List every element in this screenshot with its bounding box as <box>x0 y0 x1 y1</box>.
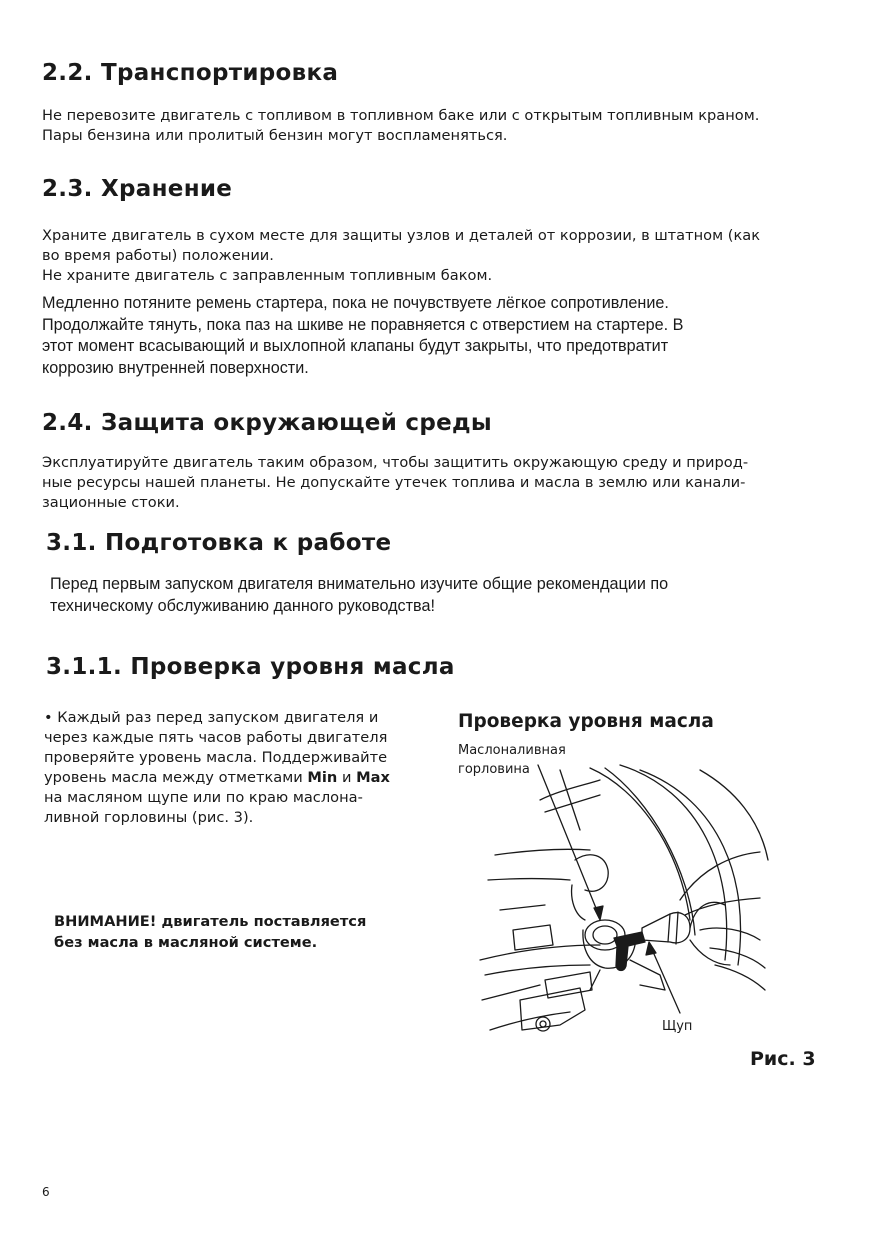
min-mark: Min <box>307 769 338 786</box>
text-line: во время работы) положении. <box>42 247 274 264</box>
text-line: Не перевозите двигатель с топливом в топливном баке или с открытым топливным краном. <box>42 107 760 124</box>
text-fragment: уровень масла между отметками <box>44 769 308 786</box>
text-line: на масляном щупе или по краю маслона- <box>44 789 363 806</box>
text-line: Храните двигатель в сухом месте для защиты узлов и деталей от коррозии, в штатном (как <box>42 227 761 244</box>
section-title-storage: 2.3. Хранение <box>42 176 233 202</box>
section-title-oil-check: 3.1.1. Проверка уровня масла <box>46 654 455 680</box>
text-line: зационные стоки. <box>42 494 180 511</box>
text-line: Пары бензина или пролитый бензин могут воспламеняться. <box>42 127 508 144</box>
text-line: Перед первым запуском двигателя внимательно изучите общие рекомендации по <box>50 575 669 593</box>
section-title-preparation: 3.1. Подготовка к работе <box>46 530 392 556</box>
page-number: 6 <box>42 1185 50 1199</box>
text-line: ливной горловины (рис. 3). <box>44 809 254 826</box>
max-mark: Max <box>356 769 390 786</box>
oil-check-illustration <box>470 755 770 1050</box>
text-line: Продолжайте тянуть, пока паз на шкиве не поравняется с отверстием на стартере. В <box>42 315 684 334</box>
text-line: проверяйте уровень масла. Поддерживайте <box>44 749 388 766</box>
figure-title: Проверка уровня масла <box>458 711 714 732</box>
text-line: коррозию внутренней поверхности. <box>42 358 309 377</box>
section-title-transport: 2.2. Транспортировка <box>42 60 339 86</box>
text-line: Эксплуатируйте двигатель таким образом, чтобы защитить окружающую среду и природ- <box>42 454 749 471</box>
text-line: без масла в масляной системе. <box>54 934 318 951</box>
storage-paragraph <box>42 226 760 286</box>
figure-caption: Рис. 3 <box>750 1048 816 1070</box>
text-line: техническому обслуживанию данного руководства! <box>50 596 435 615</box>
text-line: ВНИМАНИЕ! двигатель поставляется <box>54 913 367 930</box>
figure-label-dipstick: Щуп <box>662 1019 693 1034</box>
preparation-paragraph <box>50 574 668 617</box>
oil-check-paragraph <box>44 708 390 828</box>
oil-warning <box>54 911 366 953</box>
text-line: Медленно потяните ремень стартера, пока не почувствуете лёгкое сопротивление. <box>42 294 669 312</box>
text-line: ные ресурсы нашей планеты. Не допускайте утечек топлива и масла в землю или канали- <box>42 474 746 491</box>
text-line: этот момент всасывающий и выхлопной клапаны будут закрыты, что предотвратит <box>42 337 669 355</box>
text-line: Не храните двигатель с заправленным топливным баком. <box>42 267 493 284</box>
storage-starter-paragraph <box>42 293 683 379</box>
text-line <box>44 768 390 788</box>
text-fragment: и <box>337 769 357 786</box>
text-line: через каждые пять часов работы двигателя <box>44 729 388 746</box>
text-line: горловина <box>458 762 530 777</box>
transport-paragraph <box>42 106 759 146</box>
environment-paragraph <box>42 453 748 513</box>
text-line: • Каждый раз перед запуском двигателя и <box>44 709 379 726</box>
text-line: Маслоналивная <box>458 743 566 758</box>
section-title-environment: 2.4. Защита окружающей среды <box>42 410 493 436</box>
